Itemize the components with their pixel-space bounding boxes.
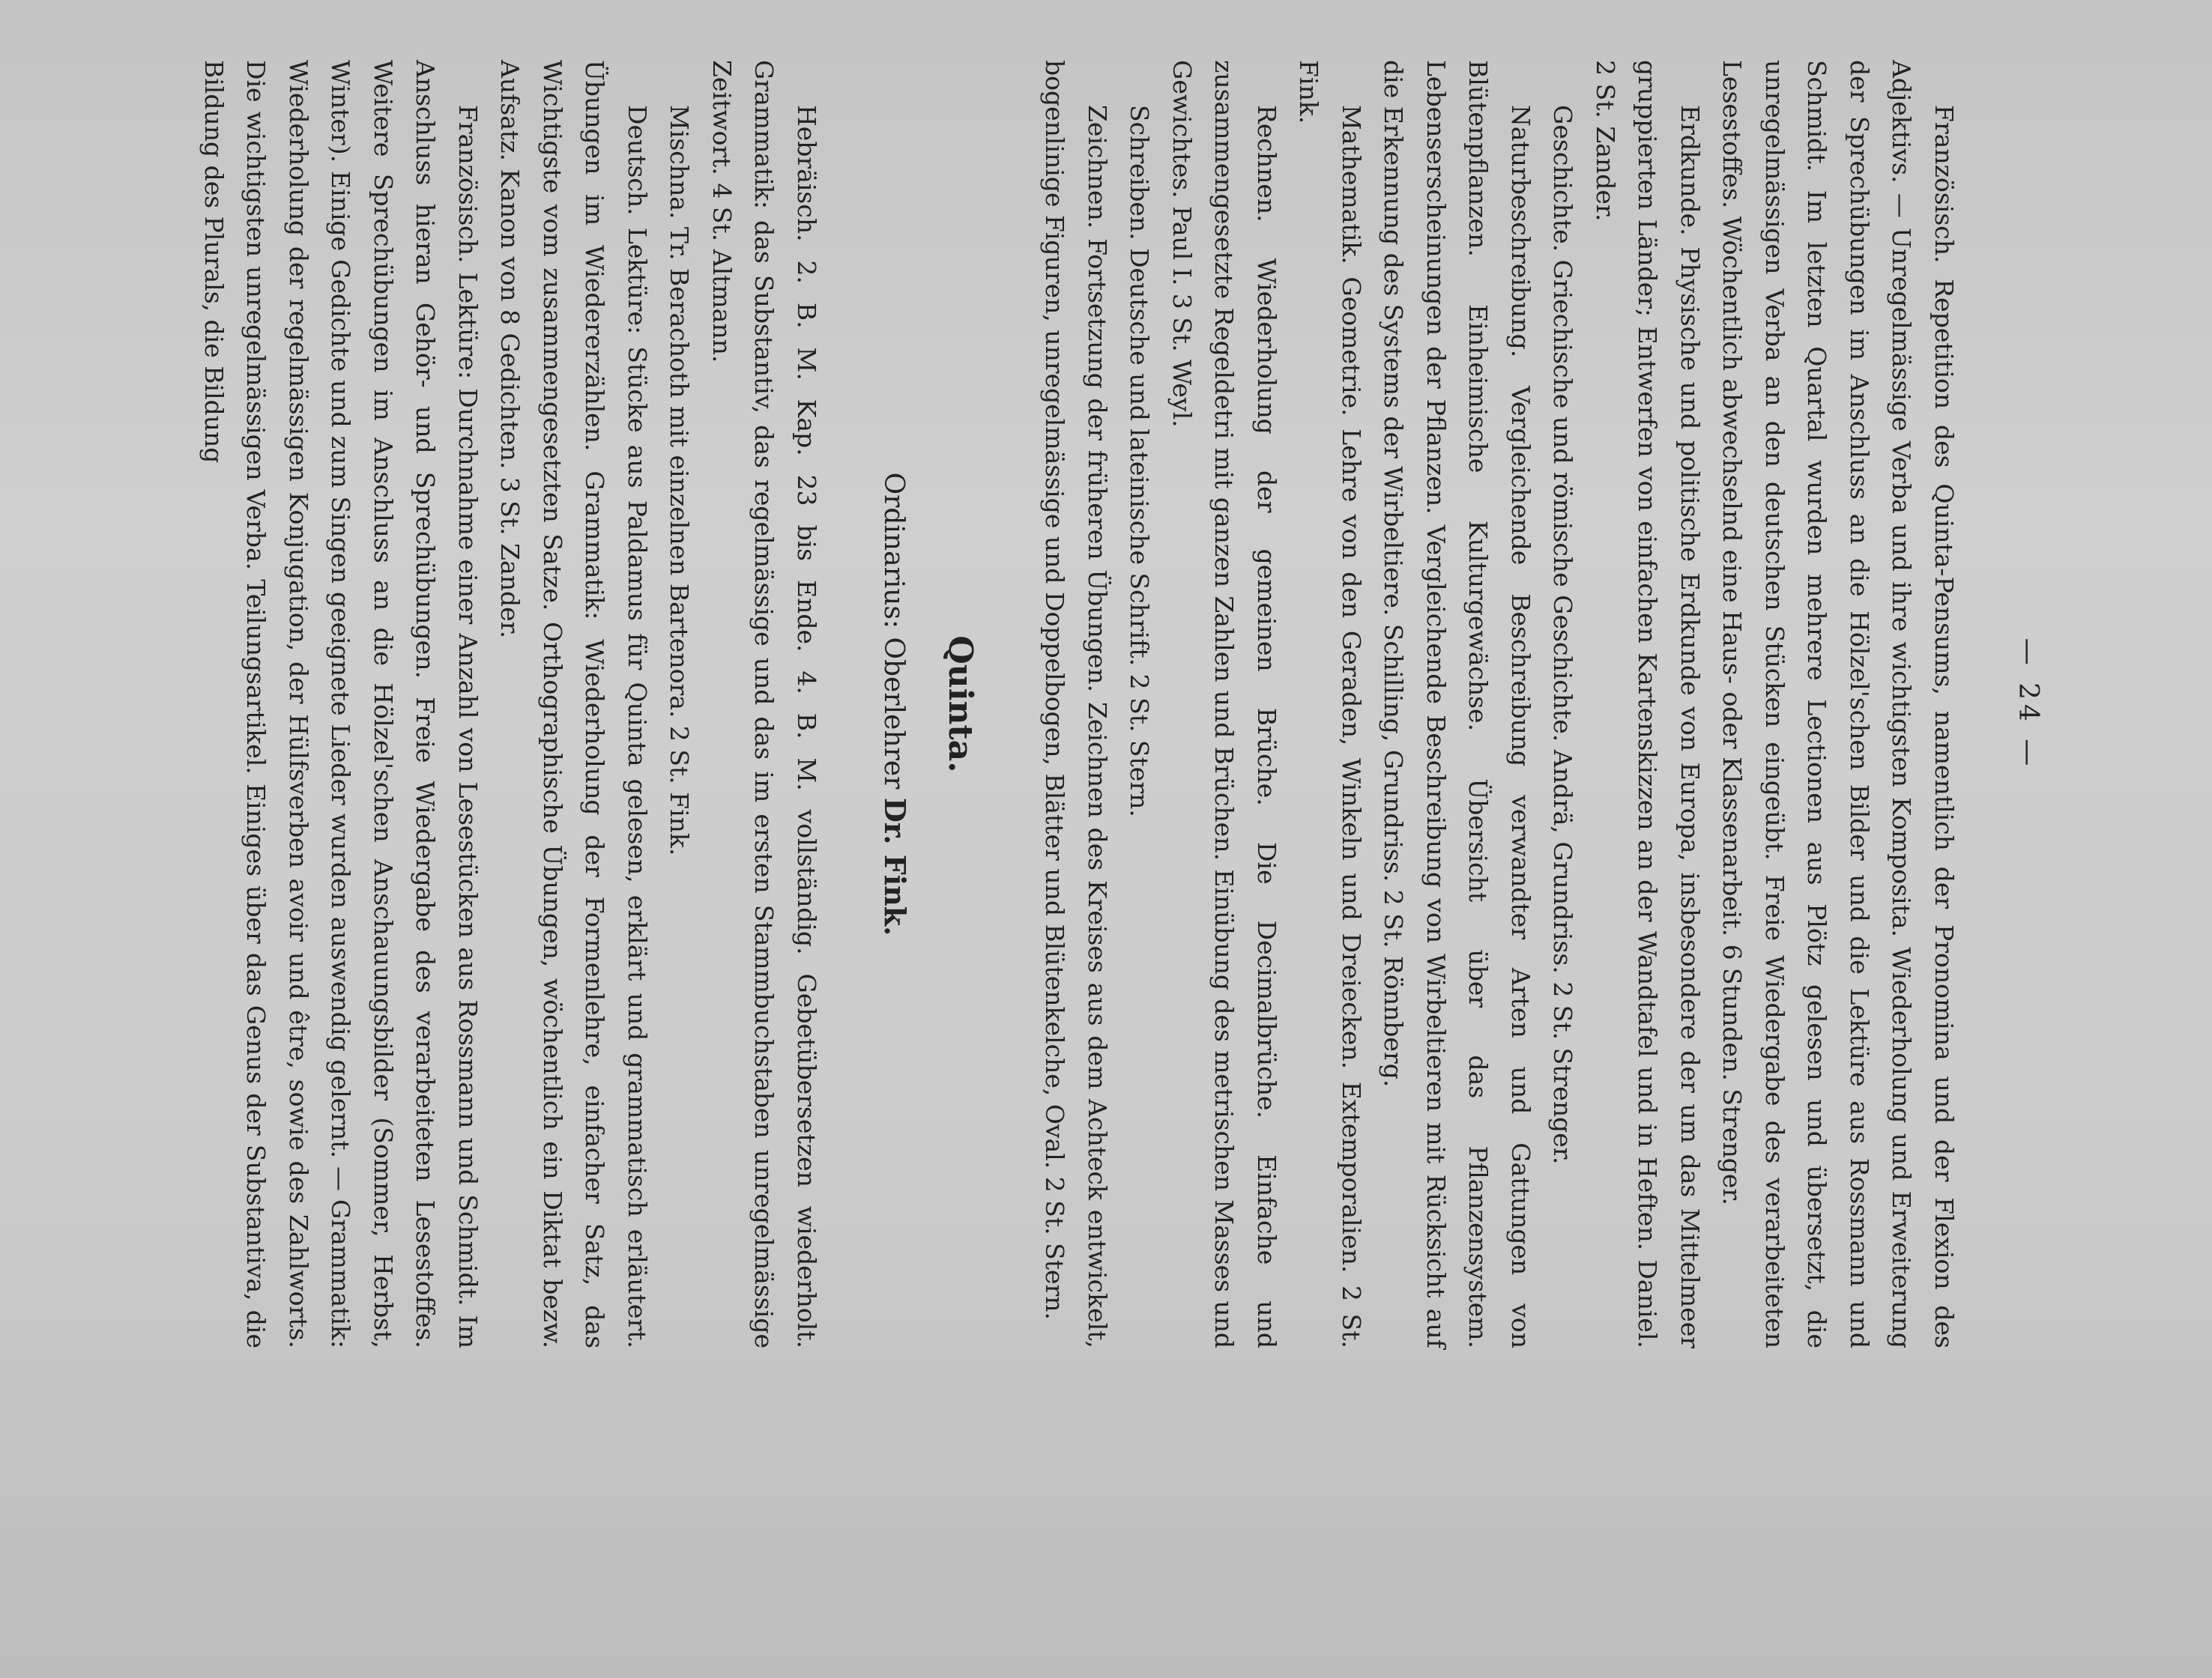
ordinarius-line: [872, 60, 916, 1348]
paragraph-erdkunde: Erdkunde. Physische und politische Erdkunde von Europa, insbesondere der um das Mittelmeer gruppierten Länder; Entwerfen von einfachen Kartenskizzen an der Wandtafel und in Heften. Daniel. 2 St. Zander.: [1591, 60, 1705, 1348]
paragraph-mathematik: Mathematik. Geometrie. Lehre von den Geraden, Winkeln und Dreiecken. Extemporalien. 2 St. Fink.: [1294, 60, 1366, 1348]
paragraph-mischna: Mischna. Tr. Berachoth mit einzelnen Bartenora. 2 St. Fink.: [665, 105, 695, 856]
page-body: [193, 60, 1965, 1348]
paragraph-geschichte: Geschichte. Griechische und römische Geschichte. Andrä, Grundriss. 2 St. Strenger.: [1548, 105, 1578, 1165]
page-number: — 24 —: [2013, 637, 2043, 771]
paragraph-franzoesisch: Französisch. Repetition des Quinta-Pensums, namentlich der Pronomina und der Flexion des Adjektivs. — Unregelmässige Verba und ihre wichtigsten Komposita. Wiederholung und Erweiterung der Sprechübungen im Anschluss an die Hölzel'schen Bilder und die Lektüre aus Rossmann und Schmidt. Im letzten Quartal wurden mehrere Lectionen aus Plötz gelesen und übersetzt, die unregelmässigen Verba an den deutschen Stücken eingeübt. Freie Wiedergabe des verarbeiteten Lesestoffes. Wöchentlich abwechselnd eine Haus- oder Klassenarbeit. 6 Stunden. Strenger.: [1717, 60, 1959, 1348]
paragraph-deutsch: Deutsch. Lektüre: Stücke aus Paldamus für Quinta gelesen, erklärt und grammatisch erläutert. Übungen im Wiedererzählen. Grammatik: Wiederholung der Formenlehre, einfacher Satz, das Wichtigste vom zusammengesetzten Satze. Orthographische Übungen, wöchentlich ein Diktat bezw. Aufsatz. Kanon von 8 Gedichten. 3 St. Zander.: [495, 60, 652, 1348]
paragraph-rechnen: Rechnen. Wiederholung der gemeinen Brüche. Die Decimalbrüche. Einfache und zusammengesetzte Regeldetri mit ganzen Zahlen und Brüchen. Einübung des metrischen Masses und Gewichtes. Paul I. 3 St. Weyl.: [1167, 60, 1281, 1348]
paragraph-zeichnen: Zeichnen. Fortsetzung der früheren Übungen. Zeichnen des Kreises aus dem Achteck entwickelt, bogenlinige Figuren, unregelmässige und Doppelbogen, Blätter und Blütenkelche, Oval. 2 St. Stern.: [1040, 60, 1112, 1348]
paragraph-hebraeisch: Hebräisch. 2. B. M. Kap. 23 bis Ende. 4. B. M. vollständig. Gebetübersetzen wiederholt. Grammatik: das Substantiv, das regelmässige und das im ersten Stammbuchstaben unregelmässige Zeitwort. 4 St. Altmann.: [707, 60, 821, 1348]
ordinarius-title: Oberlehrer: [878, 637, 910, 790]
paragraph-naturbeschreibung: Naturbeschreibung. Vergleichende Beschreibung verwandter Arten und Gattungen von Blütenpflanzen. Einheimische Kulturgewächse. Übersicht über das Pflanzensystem. Lebenserscheinungen der Pflanzen. Vergleichende Beschreibung von Wirbeltieren mit Rücksicht auf die Erkennung des Systems der Wirbeltiere. Schilling, Grundriss. 2 St. Rönnberg.: [1379, 60, 1535, 1348]
ordinarius-label: Ordinarius:: [878, 472, 910, 629]
paragraph-franzoesisch-quinta: Französisch. Lektüre: Durchnahme einer Anzahl von Lesestücken aus Rossmann und Schmidt. Im Anschluss hieran Gehör- und Sprechübungen. Freie Wiedergabe des verarbeiteten Lesestoffes. Weitere Sprechübungen im Anschluss an die Hölzel'schen Anschauungsbilder (Sommer, Herbst, Winter). Einige Gedichte und zum Singen geeignete Lieder wurden auswendig gelernt. — Grammatik: Wiederholung der regelmässigen Konjugation, der Hülfsverben avoir und être, sowie des Zahlworts. Die wichtigsten unregelmässigen Verba. Teilungsartikel. Einiges über das Genus der Substantiva, die Bildung des Plurals, die Bildung: [199, 60, 483, 1348]
paragraph-schreiben: Schreiben. Deutsche und lateinische Schrift. 2 St. Stern.: [1125, 105, 1155, 817]
ordinarius-name: Dr. Fink.: [878, 797, 913, 936]
section-heading-quinta: Quinta.: [941, 635, 979, 773]
